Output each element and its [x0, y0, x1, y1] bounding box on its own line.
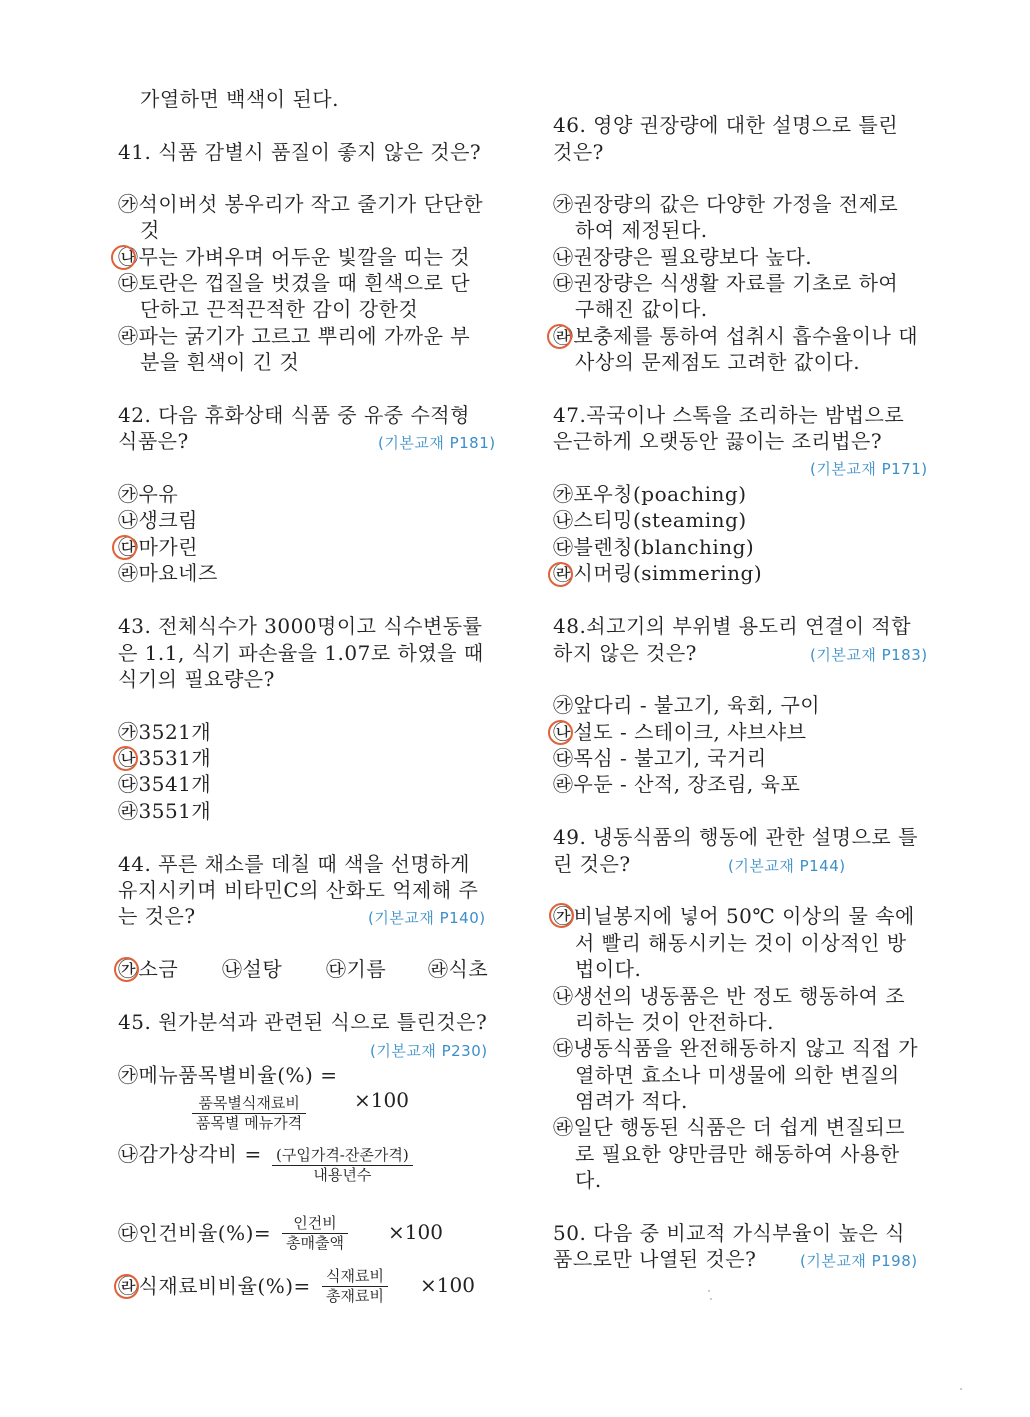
q48-option-2: ㉯설도 - 스테이크, 샤브샤브	[553, 720, 807, 744]
q43-option-3: ㉰3541개	[118, 772, 212, 796]
q49-reference: (기본교재 P144)	[728, 857, 846, 875]
q45-option-2-numerator: (구입가격-잔존가격)	[272, 1146, 413, 1166]
q45-option-1-multiplier: ×100	[354, 1088, 409, 1112]
q41-option-1-cont: 것	[140, 218, 160, 242]
q45-stem: 45. 원가분석과 관련된 식으로 틀린것은?	[118, 1010, 488, 1034]
q47-option-3: ㉰블렌칭(blanching)	[553, 535, 755, 559]
q48-option-1: ㉮앞다리 - 불고기, 육회, 구이	[553, 693, 821, 717]
q48-stem-2: 하지 않은 것은?	[553, 641, 697, 665]
q49-option-4-cont: 로 필요한 양만큼만 해동하여 사용한	[575, 1142, 900, 1166]
q46-option-1-cont: 하여 제정된다.	[575, 218, 708, 242]
q44-option-2: ㉯설탕	[222, 957, 283, 981]
q50-reference: (기본교재 P198)	[800, 1252, 918, 1270]
q43-option-4: ㉱3551개	[118, 799, 212, 823]
q49-option-2-cont: 리하는 것이 안전하다.	[575, 1010, 774, 1034]
q44-reference: (기본교재 P140)	[368, 909, 486, 927]
q44-stem-1: 44. 푸른 채소를 데칠 때 색을 선명하게	[118, 852, 470, 876]
q49-option-3: ㉰냉동식품을 완전해동하지 않고 직접 가	[553, 1036, 919, 1060]
q49-option-3-cont: 열하면 효소나 미생물에 의한 변질의	[575, 1063, 900, 1087]
q46-option-1: ㉮권장량의 값은 다양한 가정을 전제로	[553, 192, 899, 216]
scan-speck	[708, 1290, 710, 1292]
q44-option-4: ㉱식초	[428, 957, 489, 981]
q47-stem-2: 은근하게 오랫동안 끓이는 조리법은?	[553, 429, 883, 453]
q45-option-4-denominator: 총재료비	[326, 1287, 384, 1305]
q47-reference: (기본교재 P171)	[810, 460, 928, 478]
q45-option-3: ㉰인건비율(%)=	[118, 1221, 272, 1245]
q43-option-1: ㉮3521개	[118, 720, 212, 744]
q46-option-3-cont: 구해진 값이다.	[575, 297, 708, 321]
q47-option-4: ㉱시머링(simmering)	[553, 561, 763, 585]
q47-option-2: ㉯스티밍(steaming)	[553, 508, 747, 532]
q49-option-4: ㉱일단 행동된 식품은 더 쉽게 변질되므	[553, 1115, 906, 1139]
q49-option-1: ㉮비닐봉지에 넣어 50℃ 이상의 물 속에	[553, 904, 915, 928]
q48-answer-mark	[548, 720, 573, 745]
q41-stem: 41. 식품 감별시 품질이 좋지 않은 것은?	[118, 140, 482, 164]
q46-option-4-cont: 사상의 문제점도 고려한 값이다.	[575, 350, 861, 374]
q44-option-1: ㉮소금	[118, 957, 179, 981]
q41-option-3-cont: 단하고 끈적끈적한 감이 강한것	[140, 297, 419, 321]
q45-option-2: ㉯감가상각비 =	[118, 1142, 262, 1166]
q42-answer-mark	[112, 535, 137, 560]
q48-reference: (기본교재 P183)	[810, 646, 928, 664]
q46-option-3: ㉰권장량은 식생활 자료를 기초로 하여	[553, 271, 899, 295]
q45-option-1-denominator: 품목별 메뉴가격	[196, 1114, 303, 1132]
q43-stem-1: 43. 전체식수가 3000명이고 식수변동률	[118, 614, 483, 638]
q45-option-1-numerator: 품목별식재료비	[192, 1094, 306, 1114]
q45-option-4-fraction	[322, 1267, 388, 1306]
q46-option-4: ㉱보충제를 통하여 섭취시 흡수율이나 대	[553, 324, 919, 348]
q41-option-1: ㉮석이버섯 봉우리가 작고 줄기가 단단한	[118, 192, 484, 216]
q45-option-3-fraction	[282, 1214, 348, 1253]
q43-answer-mark	[113, 746, 138, 771]
q44-answer-mark	[114, 957, 139, 982]
scan-speck	[960, 1388, 962, 1390]
q41-option-2: ㉯무는 가벼우며 어두운 빛깔을 띠는 것	[118, 245, 471, 269]
q46-stem-1: 46. 영양 권장량에 대한 설명으로 틀린	[553, 113, 899, 137]
q49-option-1-cont: 서 빨리 해동시키는 것이 이상적인 방	[575, 931, 907, 955]
q41-option-4: ㉱파는 굵기가 고르고 뿌리에 가까운 부	[118, 324, 471, 348]
q42-stem-1: 42. 다음 휴화상태 식품 중 유중 수적형	[118, 403, 470, 427]
q45-option-4-numerator: 식재료비	[322, 1267, 388, 1287]
q42-option-4: ㉱마요네즈	[118, 561, 218, 585]
q44-stem-2: 유지시키며 비타민C의 산화도 억제해 주	[118, 878, 479, 902]
q46-option-2: ㉯권장량은 필요량보다 높다.	[553, 245, 813, 269]
q42-reference: (기본교재 P181)	[378, 434, 496, 452]
q48-stem-1: 48.쇠고기의 부위별 용도리 연결이 적합	[553, 614, 912, 638]
q45-option-4: ㉱식재료비비율(%)=	[118, 1274, 311, 1298]
q43-stem-3: 식기의 필요량은?	[118, 667, 275, 691]
q42-option-1: ㉮우유	[118, 482, 179, 506]
scan-speck	[710, 1298, 712, 1300]
q48-option-4: ㉱우둔 - 산적, 장조림, 육포	[553, 772, 801, 796]
q45-option-2-fraction	[272, 1146, 413, 1185]
q45-option-4-multiplier: ×100	[420, 1273, 475, 1297]
q47-stem-1: 47.곡국이나 스톡을 조리하는 밤법으로	[553, 403, 905, 427]
q45-answer-mark	[114, 1274, 139, 1299]
q50-stem-2: 품으로만 나열된 것은?	[553, 1247, 757, 1271]
q41-answer-mark	[111, 245, 136, 270]
q41-option-4-cont: 분을 흰색이 긴 것	[140, 350, 300, 374]
q47-option-1: ㉮포우칭(poaching)	[553, 482, 747, 506]
q49-option-4-cont-2: 다.	[575, 1168, 602, 1192]
q45-option-1-fraction	[192, 1094, 306, 1133]
q49-option-3-cont-2: 염려가 적다.	[575, 1089, 688, 1113]
q45-option-3-numerator: 인건비	[282, 1214, 348, 1234]
q48-option-3: ㉰목심 - 불고기, 국거리	[553, 746, 767, 770]
q42-option-3: ㉰마가린	[118, 535, 198, 559]
q42-option-2: ㉯생크림	[118, 508, 198, 532]
q49-option-2: ㉯생선의 냉동품은 반 정도 행동하여 조	[553, 984, 906, 1008]
q44-stem-3: 는 것은?	[118, 904, 196, 928]
q45-option-3-multiplier: ×100	[388, 1220, 443, 1244]
q45-reference: (기본교재 P230)	[370, 1042, 488, 1060]
q49-answer-mark	[549, 903, 574, 928]
q42-stem-2: 식품은?	[118, 429, 189, 453]
q41-option-3: ㉰토란은 껍질을 벗겼을 때 흰색으로 단	[118, 271, 471, 295]
q50-stem-1: 50. 다음 중 비교적 가식부율이 높은 식	[553, 1221, 905, 1245]
q44-option-3: ㉰기름	[326, 957, 387, 981]
q49-stem-1: 49. 냉동식품의 행동에 관한 설명으로 틀	[553, 825, 918, 849]
q43-option-2: ㉯3531개	[118, 746, 212, 770]
q43-stem-2: 은 1.1, 식기 파손율을 1.07로 하였을 때	[118, 641, 484, 665]
q45-option-3-denominator: 총매출액	[286, 1234, 344, 1252]
q46-stem-2: 것은?	[553, 140, 604, 164]
q49-stem-2: 린 것은?	[553, 852, 631, 876]
q47-answer-mark	[548, 562, 573, 587]
q46-answer-mark	[547, 324, 572, 349]
q45-option-1: ㉮메뉴품목별비율(%) =	[118, 1063, 338, 1087]
q49-option-1-cont-2: 법이다.	[575, 957, 642, 981]
carry-over-line: 가열하면 백색이 된다.	[140, 87, 339, 111]
q45-option-2-denominator: 내용년수	[313, 1166, 372, 1184]
